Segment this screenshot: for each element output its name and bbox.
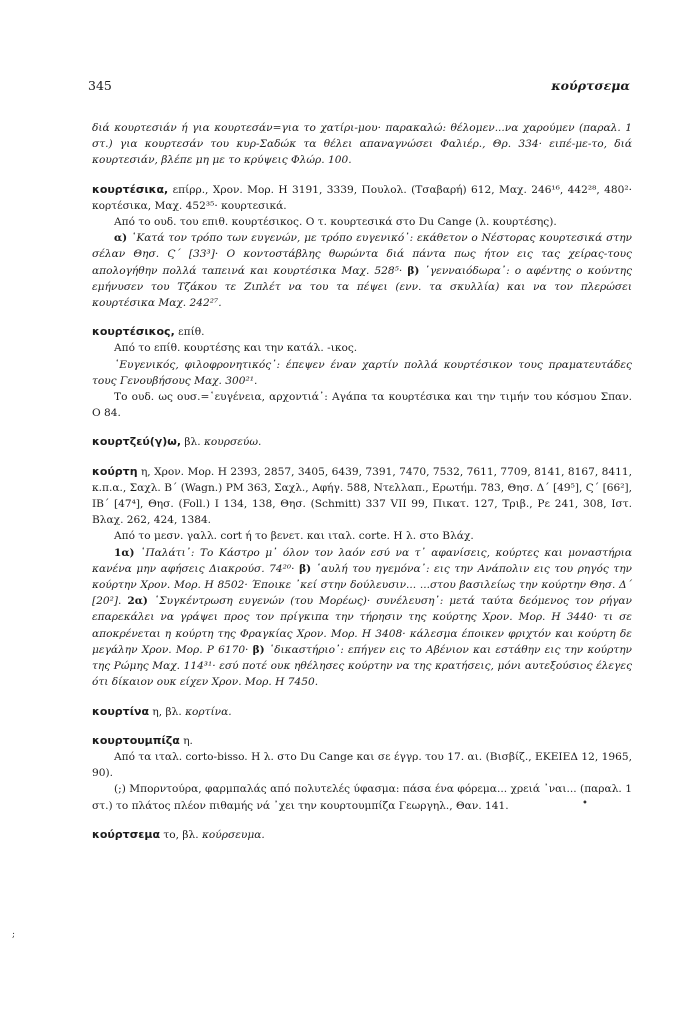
- headword: κουρτέσικα,: [92, 182, 169, 196]
- entry-crossref: η, βλ.: [149, 705, 186, 718]
- entry-sources: επίθ.: [174, 326, 205, 339]
- headword: κούρτσεμα: [92, 827, 161, 841]
- crossref-lemma: κούρσευμα.: [201, 828, 265, 841]
- sense-block: [92, 545, 632, 691]
- sense-text: Το ουδ. ως ουσ.=῾ευγένεια, αρχοντιά᾿: Αγάπα τα κουρτέσικα και την τιμήν του κόσμου Σπαν. Ο 84.: [92, 391, 632, 420]
- sense-text: ῾Κατά τον τρόπο των ευγενών, με τρόπο ευγενικό᾿: εκάθετον ο Νέστορας κουρτεσικά στην σέλαν Θησ. Ϛ΄ [33³]· Ο κοντοστάβλης θωρώντα διά πάντα πως ήτον εις τας χείρας-τους απολογήθην πολλά ταπεινά και κουρτέσικα Μαχ. 528⁵·: [92, 232, 632, 277]
- entry-kourtina: [92, 704, 632, 720]
- sense-block: [92, 230, 632, 311]
- sense-label: β): [407, 264, 420, 277]
- entry-head: [92, 324, 632, 340]
- sense-label: α): [114, 232, 128, 245]
- headword: κουρτζεύ(γ)ω,: [92, 435, 182, 449]
- etymology: Από τα ιταλ. corto-bisso. Η λ. στο Du Cange και σε έγγρ. του 17. αι. (Βισβίζ., ΕΚΕΙΕΔ 12, 1965, 90).: [92, 750, 632, 780]
- sense-label: 2α): [127, 595, 148, 608]
- page-header: [88, 78, 630, 96]
- margin-mark: ;: [12, 930, 16, 940]
- sense-label: β): [299, 562, 312, 575]
- entry-kourti: [92, 464, 632, 691]
- entry-kourtesika: [92, 182, 632, 312]
- sense-text: (;) Μπορντούρα, φαρμπαλάς από πολυτελές ύφασμα: πάσα ένα φόρεμα... χρειά ᾿ναι... (παραλ. 1 στ.) το πλάτος πλέον πιθαμής νά ᾿χει την κουρτουμπίζα Γεωργηλ., Θαν. 141.: [92, 783, 632, 812]
- headword: κούρτη: [92, 464, 138, 478]
- running-head: κούρτσεμα: [551, 78, 630, 93]
- etymology: Από το ουδ. του επιθ. κουρτέσικος. Ο τ. κουρτεσικά στο Du Cange (λ. κουρτέσης).: [114, 216, 557, 229]
- continued-entry-text: διά κουρτεσιάν ή για κουρτεσάν=για το χατίρι-μου· παρακαλώ: θέλομεν...να χαρούμεν (παραλ. 1 στ.) για κουρτεσάν του κυρ-Σαδώκ τα θέλει απαναγνώσει Φαλιέρ., Θρ. 334· ειπέ-με-το, διά κουρτεσιάν, βλέπε μη με το κρύψεις Φλώρ. 100.: [92, 122, 632, 167]
- entry-crossref: βλ.: [181, 436, 204, 449]
- entry-head: [92, 464, 632, 529]
- headword: κουρτίνα: [92, 704, 150, 718]
- entry-sources: επίρρ., Χρον. Μορ. Η 3191, 3339, Πουλολ. (Τσαβαρή) 612, Μαχ. 246¹⁶, 442²⁸, 480²· κορτέσικα, Μαχ. 452³⁵· κουρτεσικά.: [92, 183, 632, 212]
- sense-label: β): [252, 643, 265, 656]
- sense-label: 1α): [114, 546, 135, 559]
- headword: κουρτέσικος,: [92, 325, 175, 339]
- crossref-lemma: κουρσεύω.: [203, 436, 262, 449]
- headword: κουρτουμπίζα: [92, 733, 180, 747]
- entry-kourtzevgo: [92, 434, 632, 450]
- sense-text: ῾αυλή του ηγεμόνα᾿: εις την Ανάπολιν εις του ρηγός την κούρτην Χρον. Μορ. Η 8502· Έποικε ᾿κεί στην δούλευσιν... ...στου βασιλείως την κούρτην Θησ. Δ΄ [20²].: [92, 562, 632, 608]
- etymology: Από το μεσν. γαλλ. cort ή το βενετ. και ιταλ. corte. Η λ. στο Βλάχ.: [114, 530, 474, 543]
- crossref-lemma: κορτίνα.: [185, 705, 232, 718]
- entry-head: [92, 733, 632, 749]
- sense-text: ῾δικαστήριο᾿: επήγεν εις το Αβένιον και εστάθην εις την κούρτην της Ρώμης Μαχ. 114³¹· εσύ ποτέ ουκ ηθέλησες κούρτην να της κρατήσεις, μόνι αυτεξούσιος έλεγες ότι δίκαιον ουκ είχεν Χρον. Μορ. Η 7450.: [92, 643, 633, 689]
- entry-sources: η, Χρον. Μορ. Η 2393, 2857, 3405, 6439, 7391, 7470, 7532, 7611, 7709, 8141, 8167, 8411, κ.π.α., Σαχλ. Β΄ (Wagn.) PM 363, Σαχλ., Αφήγ. 588, Ντελλαπ., Ερωτήμ. 783, Θησ. Δ΄ [49⁵], Ϛ΄ [66²], ΙΒ΄ [47⁴], Θησ. (Foll.) I 134, 138, Θησ. (Schmitt) 337 VII 99, Πικατ. 127, Τριβ., Ρε 241, 308, Ιστ. Βλαχ. 262, 424, 1384.: [92, 465, 632, 527]
- entry-head: [92, 182, 632, 214]
- sense-text: ῾Συγκέντρωση ευγενών (του Μορέως)· συνέλευση᾿: μετά ταύτα δεόμενος τον ρήγαν επαρεκάλει να γράψει προς τον πρίγκιπα την τήρησιν της κούρτης Χρον. Μορ. Η 3440· τι σε αποκρένεται η κούρτη της Φραγκίας Χρον. Μορ. Η 3408· κάλεσμα έποικεν φριχτόν και κούρτη δε μεγάλην Χρον. Μορ. Ρ 6170·: [92, 595, 632, 656]
- etymology: Από το επίθ. κουρτέσης και την κατάλ. -ικος.: [114, 342, 358, 355]
- entry-sources: η.: [179, 734, 193, 747]
- entry-kourtoumpiza: [92, 733, 632, 814]
- entry-kourtesikos: [92, 324, 632, 421]
- sense-text: ῾Παλάτι᾿: Το Κάστρο μ᾿ όλον τον λαόν εσύ να τ᾿ αφανίσεις, κούρτες και μοναστήρια κανένα μην αφήσεις Διακρούσ. 74²⁰·: [92, 546, 632, 575]
- sense-text: ῾Ευγενικός, φιλοφρονητικός᾿: έπεψεν έναν χαρτίν πολλά κουρτέσικον τους πραματευτάδες τους Γενουβήσους Μαχ. 300²¹.: [92, 358, 632, 387]
- page-number: 345: [88, 78, 112, 93]
- sense-text: ῾γενναιόδωρα᾿: ο αφέντης ο κούντης εμήνυσεν του Τζάκου τε Ζιπλέτ να του τα πέψει (ενν. τα σκυλλία) και να τον πλερώσει κουρτέσικα Μαχ. 242²⁷.: [92, 264, 632, 310]
- stray-dot-mark: •: [582, 798, 588, 809]
- entry-crossref: το, βλ.: [160, 828, 202, 841]
- page-body: [92, 120, 632, 850]
- entry-kourtsema: [92, 827, 632, 843]
